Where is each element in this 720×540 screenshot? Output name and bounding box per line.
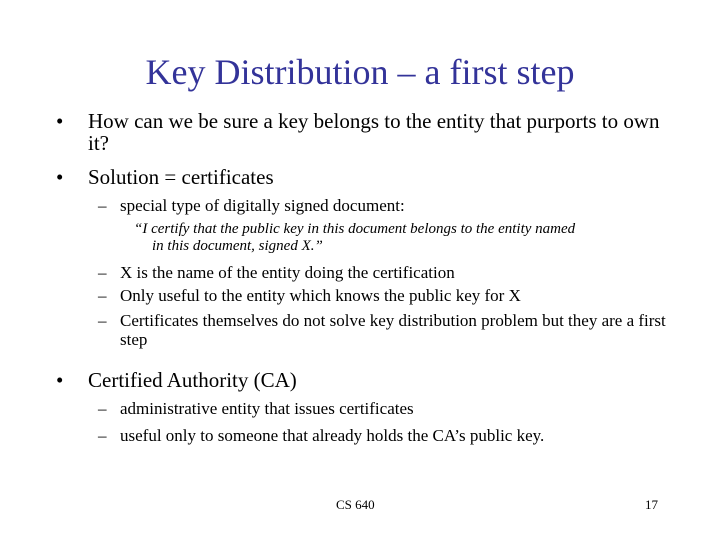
dash-icon: –: [98, 196, 107, 215]
dash-icon: –: [98, 399, 107, 418]
subitem-text: useful only to someone that already holds the CA’s public key.: [120, 426, 545, 445]
bullet-icon: •: [56, 109, 64, 133]
subitem-first-step: [98, 311, 678, 349]
quote-line-1: “I certify that the public key in this document belongs to the entity named: [134, 221, 576, 237]
bullet-text: Solution = certificates: [88, 165, 274, 189]
footer-course: CS 640: [336, 497, 375, 512]
dash-icon: –: [98, 426, 107, 445]
bullet-certified-authority: [56, 368, 682, 392]
dash-icon: –: [98, 263, 107, 282]
bullet-ownership-question: [56, 109, 682, 155]
subitem-signed-document: [98, 196, 678, 215]
bullet-icon: •: [56, 165, 64, 189]
dash-icon: –: [98, 286, 107, 305]
footer-page-number: 17: [645, 497, 658, 512]
subitem-text: special type of digitally signed document:: [120, 196, 405, 215]
subitem-text: X is the name of the entity doing the certification: [120, 263, 455, 282]
subitem-ca-public-key: [98, 426, 678, 445]
bullet-text: How can we be sure a key belongs to the entity that purports to own it?: [88, 109, 660, 155]
certificate-quote: [134, 221, 674, 255]
subitem-text: Only useful to the entity which knows the public key for X: [120, 286, 521, 305]
subitem-x-entity: [98, 263, 678, 282]
subitem-administrative-entity: [98, 399, 678, 418]
subitem-text: Certificates themselves do not solve key distribution problem but they are a first step: [120, 311, 666, 349]
bullet-icon: •: [56, 368, 64, 392]
dash-icon: –: [98, 311, 107, 330]
quote-line-2: in this document, signed X.”: [152, 238, 323, 254]
bullet-text: Certified Authority (CA): [88, 368, 297, 392]
subitem-text: administrative entity that issues certificates: [120, 399, 414, 418]
bullet-solution-certificates: [56, 165, 682, 189]
subitem-only-useful: [98, 286, 678, 305]
slide-title: Key Distribution – a first step: [145, 52, 575, 92]
